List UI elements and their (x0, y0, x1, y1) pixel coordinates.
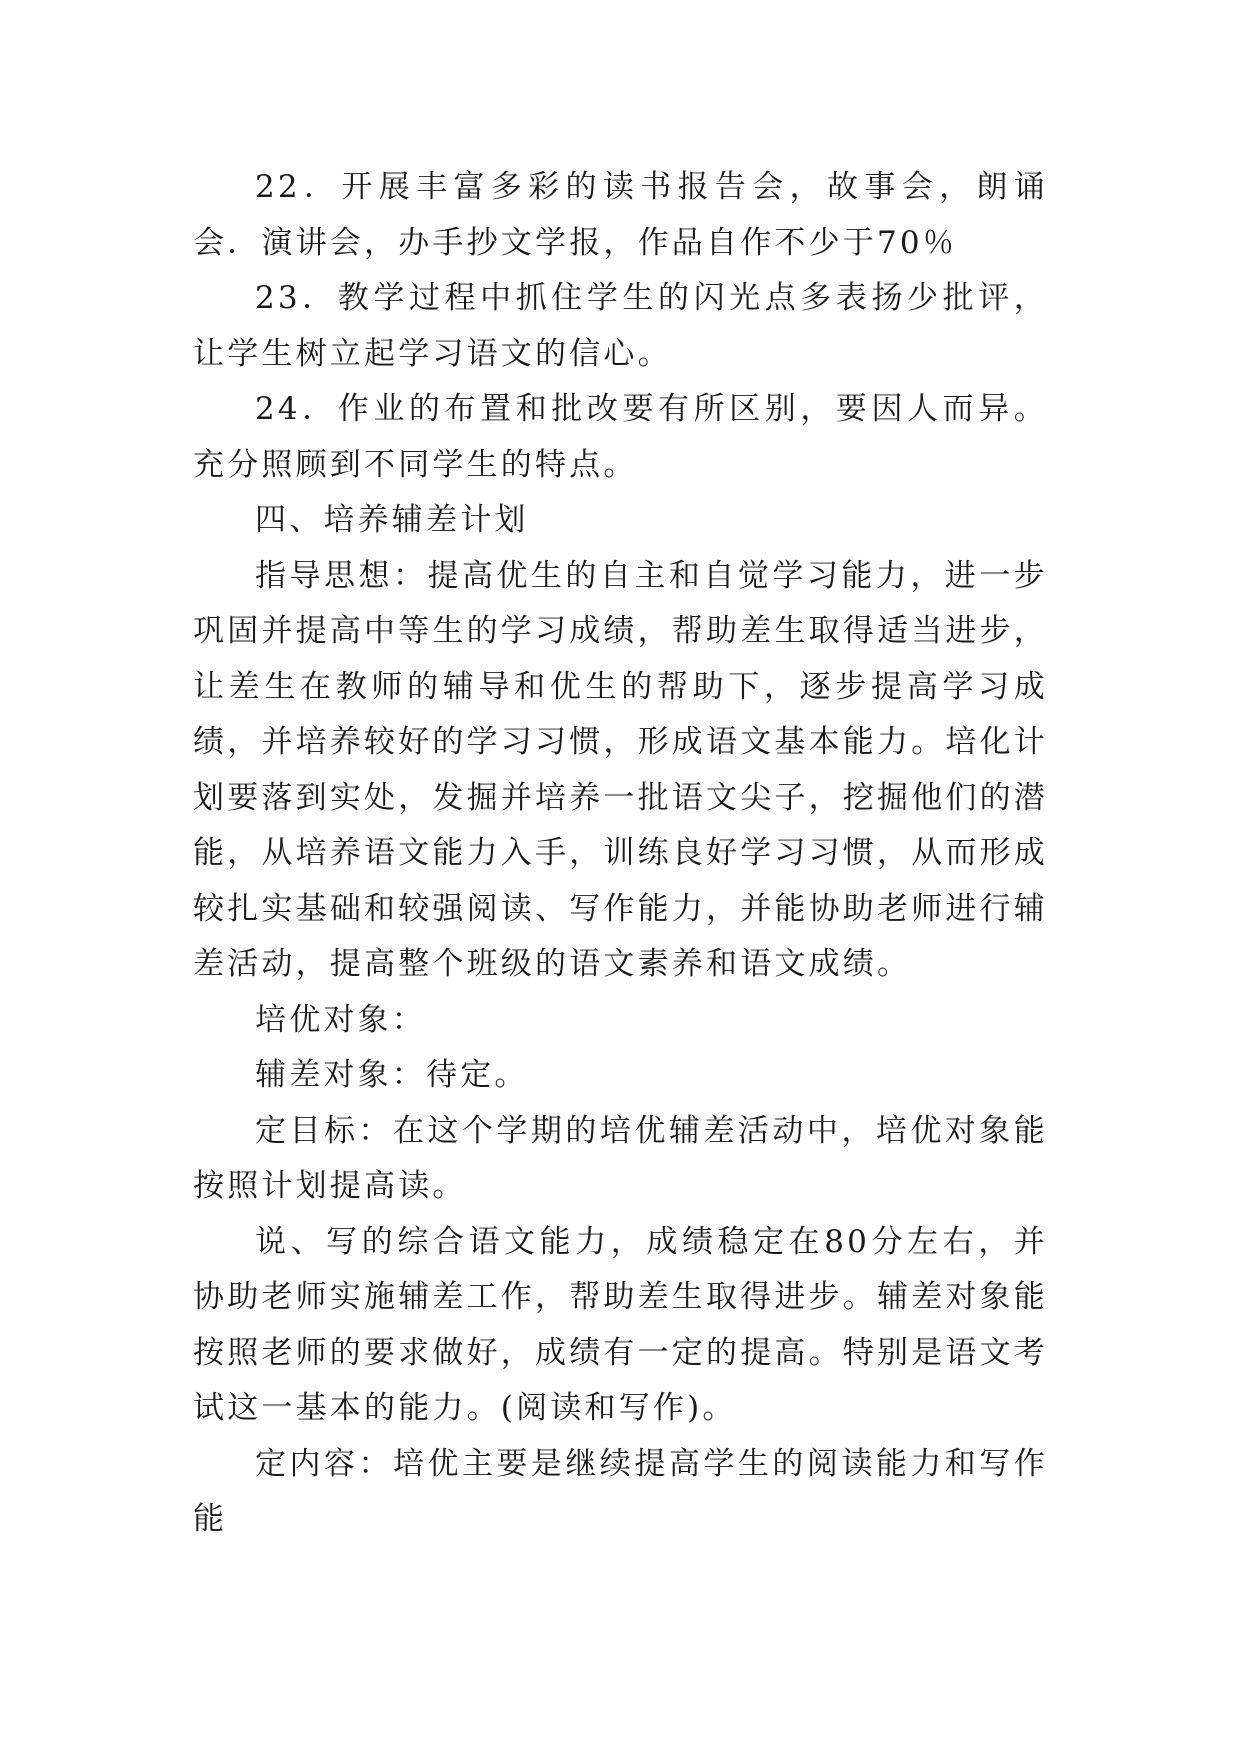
paragraph-item-22: 22．开展丰富多彩的读书报告会，故事会，朗诵会．演讲会，办手抄文学报，作品自作不少于70％ (193, 169, 1048, 261)
section-heading: 四、培养辅差计划 (255, 502, 529, 538)
paragraph-item-23: 23．教学过程中抓住学生的闪光点多表扬少批评，让学生树立起学习语文的信心。 (193, 280, 1048, 372)
goal-continuation-paragraph: 说、写的综合语文能力，成绩稳定在80分左右，并协助老师实施辅差工作，帮助差生取得进步。辅差对象能按照老师的要求做好，成绩有一定的提高。特别是语文考试这一基本的能力。(阅读和写作)。 (193, 1223, 1048, 1426)
goal-paragraph: 定目标：在这个学期的培优辅差活动中，培优对象能按照计划提高读。 (193, 1112, 1048, 1204)
content-paragraph: 定内容：培优主要是继续提高学生的阅读能力和写作能 (193, 1445, 1048, 1537)
document-body (193, 160, 1048, 1548)
top-students-label: 培优对象： (255, 1001, 426, 1038)
struggling-students-label: 辅差对象：待定。 (255, 1057, 529, 1093)
paragraph-item-24: 24．作业的布置和批改要有所区别，要因人而异。充分照顾到不同学生的特点。 (193, 391, 1048, 483)
guiding-idea-paragraph: 指导思想：提高优生的自主和自觉学习能力，进一步巩固并提高中等生的学习成绩，帮助差生取得适当进步，让差生在教师的辅导和优生的帮助下，逐步提高学习成绩，并培养较好的学习习惯，形成语文基本能力。培化计划要落到实处，发掘并培养一批语文尖子，挖掘他们的潜能，从培养语文能力入手，训练良好学习习惯，从而形成较扎实基础和较强阅读、写作能力，并能协助老师进行辅差活动，提高整个班级的语文素养和语文成绩。 (193, 557, 1048, 982)
